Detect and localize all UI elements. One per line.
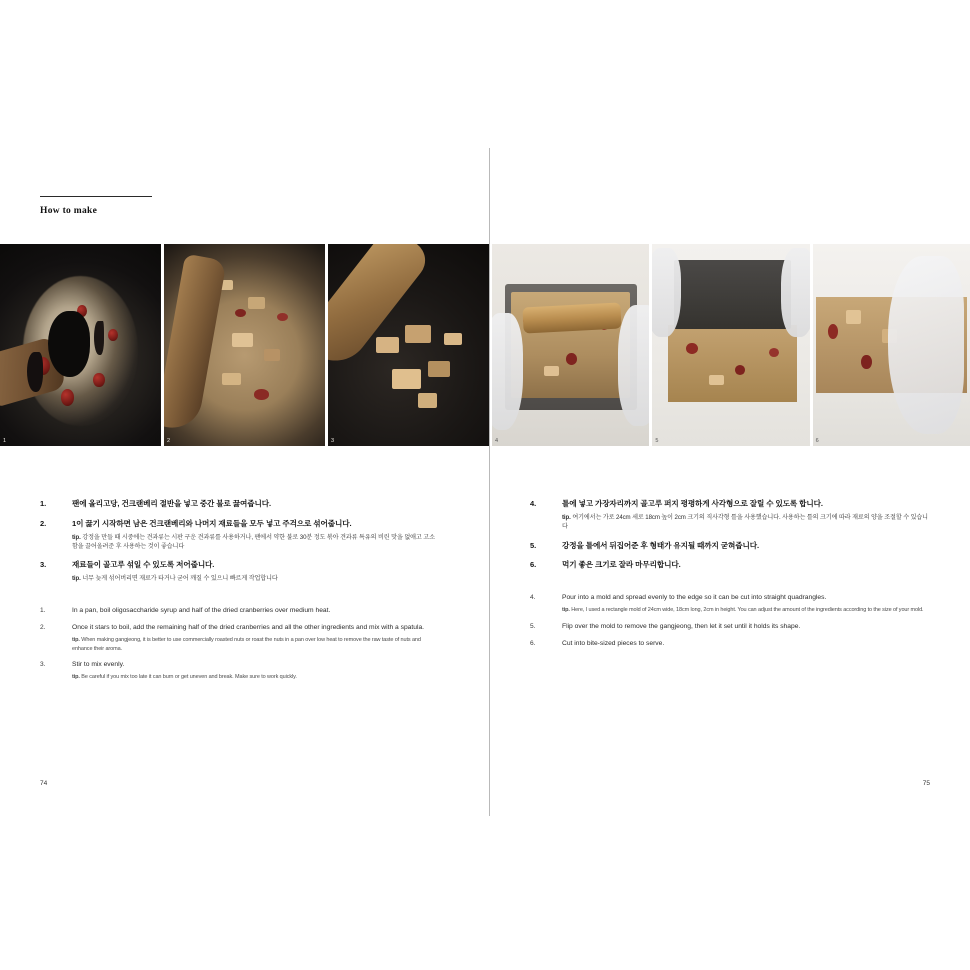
cranberry-shape <box>108 329 118 341</box>
photo-number: 1 <box>3 437 7 444</box>
step-tip-en <box>562 606 928 615</box>
step-text-ko: 재료들이 골고루 섞일 수 있도록 저어줍니다. <box>72 560 215 570</box>
cranberry-shape <box>93 373 104 387</box>
photo-number: 2 <box>167 437 171 444</box>
step-item <box>530 559 928 571</box>
granola-piece <box>544 366 558 377</box>
right-page <box>489 0 970 970</box>
cranberry-shape <box>254 389 268 399</box>
section-header <box>40 196 270 216</box>
cranberry-shape <box>277 313 288 321</box>
step-text-en: Cut into bite-sized pieces to serve. <box>562 640 665 648</box>
photo-step-6 <box>813 244 970 446</box>
granola-bed <box>668 325 797 402</box>
step-text-en: Once it stars to boil, add the remaining half of the dried cranberries and all the other ingredients and mix with a spatula. <box>72 623 425 631</box>
step-item <box>40 518 440 552</box>
step-text-ko: 1이 끓기 시작하면 남은 건크랜베리와 나머지 재료들을 모두 넣고 주걱으로 섞어줍니다. <box>72 518 352 528</box>
granola-piece <box>264 349 280 361</box>
tip-text: Be careful if you mix too late it can burn or get uneven and break. Make sure to work quickly. <box>81 674 297 681</box>
granola-piece <box>444 333 462 345</box>
cranberry-shape <box>769 348 779 357</box>
photo-strip-right <box>492 244 970 446</box>
step-text-ko: 팬에 올리고당, 건크랜베리 절반을 넣고 중간 불로 끓여줍니다. <box>72 499 271 508</box>
cranberry-shape <box>235 309 246 317</box>
cranberry-shape <box>735 365 745 375</box>
tip-label: tip. <box>562 513 571 521</box>
instructions-english-right <box>530 593 928 649</box>
granola-piece <box>428 361 451 377</box>
tip-text: 너무 늦게 섞어버리면 재료가 타거나 굳어 깨질 수 있으니 빠르게 작업합니다 <box>82 575 278 583</box>
hand-right <box>781 248 809 337</box>
step-number-en: 5. <box>530 623 536 631</box>
cranberry-shape <box>828 324 839 340</box>
step-item-en <box>530 639 928 649</box>
tip-label: tip. <box>72 533 81 541</box>
tip-text: 강정을 만들 때 시중에는 견과류는 시판 구운 견과류를 사용하거나, 팬에서 약한 불로 30분 정도 볶아 견과류 특유의 비린 맛을 없애고 고소함을 끌어올려준 후 사용하는 것이 좋습니다 <box>72 533 435 550</box>
step-number-en: 4. <box>530 594 536 602</box>
granola-piece <box>376 337 399 353</box>
wooden-spatula-shape <box>0 336 67 406</box>
step-text-ko: 틀에 넣고 가장자리까지 골고루 퍼지 평평하게 사각형으로 잘릴 수 있도록 합니다. <box>562 499 823 508</box>
granola-piece <box>709 375 723 384</box>
cranberry-shape <box>77 305 87 317</box>
tip-text: 여기에서는 가로 24cm 세로 18cm 높이 2cm 크기의 직사각형 틀을 사용했습니다. 사용하는 틀의 크기에 따라 재료의 양을 조절할 수 있습니다 <box>562 513 928 531</box>
photo-number: 6 <box>815 437 819 444</box>
step-text-en: Pour into a mold and spread evenly to the edge so it can be cut into straight quadrangles. <box>562 594 827 602</box>
wooden-spoon-shape <box>328 244 433 374</box>
photo-step-4 <box>492 244 649 446</box>
instructions-left <box>40 498 440 689</box>
granola-piece <box>232 333 253 347</box>
cranberry-shape <box>861 355 872 370</box>
photo-strip-left <box>0 244 489 446</box>
step-item-en <box>40 623 440 654</box>
gloved-hand-right <box>618 305 649 426</box>
step-text-en: In a pan, boil oligosaccharide syrup and half of the dried cranberries over medium heat. <box>72 606 331 614</box>
cranberry-shape <box>35 357 49 375</box>
cranberry-shape <box>686 343 698 354</box>
step-text-ko: 강정을 틀에서 뒤집어준 후 형태가 유지될 때까지 굳혀줍니다. <box>562 540 759 550</box>
step-text-en: Stir to mix evenly. <box>72 661 125 669</box>
granola-piece <box>405 325 431 343</box>
tip-label: tip. <box>72 674 80 681</box>
step-item <box>40 559 440 583</box>
instructions-english-left <box>40 606 440 683</box>
tip-label: tip. <box>72 575 81 583</box>
step-tip-ko <box>72 533 440 552</box>
step-number: 5. <box>530 540 537 550</box>
granola-piece <box>418 393 437 407</box>
step-item-en <box>530 622 928 632</box>
photo-step-3 <box>328 244 489 446</box>
page-number-right: 75 <box>922 780 930 787</box>
granola-piece <box>222 373 241 385</box>
step-item-en <box>40 606 440 616</box>
cranberry-shape <box>566 353 577 365</box>
step-item <box>530 540 928 552</box>
wooden-roller-shape <box>523 302 622 333</box>
wooden-spoon-shape <box>164 254 227 432</box>
gloved-hand-shape <box>888 256 964 434</box>
granola-piece <box>248 297 266 309</box>
step-item <box>530 498 928 532</box>
tip-label: tip. <box>72 636 80 643</box>
instructions-right <box>530 498 928 656</box>
granola-piece <box>392 369 421 389</box>
step-text-ko: 먹기 좋은 크기로 잘라 마무리합니다. <box>562 560 681 570</box>
step-tip-ko <box>72 574 440 583</box>
header-rule <box>40 196 152 197</box>
cranberry-shape <box>61 389 74 405</box>
flipping-board-shape <box>674 260 790 329</box>
photo-step-1 <box>0 244 161 446</box>
tip-label: tip. <box>562 607 570 614</box>
step-item-en <box>40 660 440 682</box>
tip-text: When making gangjeong, it is better to use commercially roasted nuts or roast the nuts in a pan over low heat to remove the raw taste of nuts and enhance their aroma. <box>72 636 421 652</box>
step-number: 2. <box>40 518 47 528</box>
step-number: 6. <box>530 560 537 570</box>
step-item-en <box>530 593 928 615</box>
hand-left <box>652 248 680 337</box>
photo-number: 3 <box>331 437 335 444</box>
step-number-en: 6. <box>530 640 536 648</box>
step-text-en: Flip over the mold to remove the gangjeong, then let it set until it holds its shape. <box>562 623 801 631</box>
photo-number: 4 <box>495 437 499 444</box>
step-tip-ko <box>562 513 928 532</box>
gloved-hand-left <box>492 313 523 430</box>
step-number: 1. <box>40 499 47 508</box>
page-title: How to make <box>40 206 98 216</box>
photo-step-5 <box>652 244 809 446</box>
granola-piece <box>846 310 861 324</box>
step-number-en: 1. <box>40 606 46 614</box>
photo-number: 5 <box>655 437 659 444</box>
page-number-left: 74 <box>40 780 48 787</box>
step-number-en: 2. <box>40 623 46 631</box>
step-tip-en <box>72 636 440 654</box>
step-tip-en <box>72 673 440 682</box>
step-number: 4. <box>530 499 537 508</box>
photo-step-2 <box>164 244 325 446</box>
tip-text: Here, I used a rectangle mold of 24cm wide, 18cm long, 2cm in height. You can adjust the amount of the ingredients according to the size of your mold. <box>571 607 924 614</box>
step-item <box>40 498 440 510</box>
step-number-en: 3. <box>40 661 46 669</box>
step-number: 3. <box>40 560 47 570</box>
